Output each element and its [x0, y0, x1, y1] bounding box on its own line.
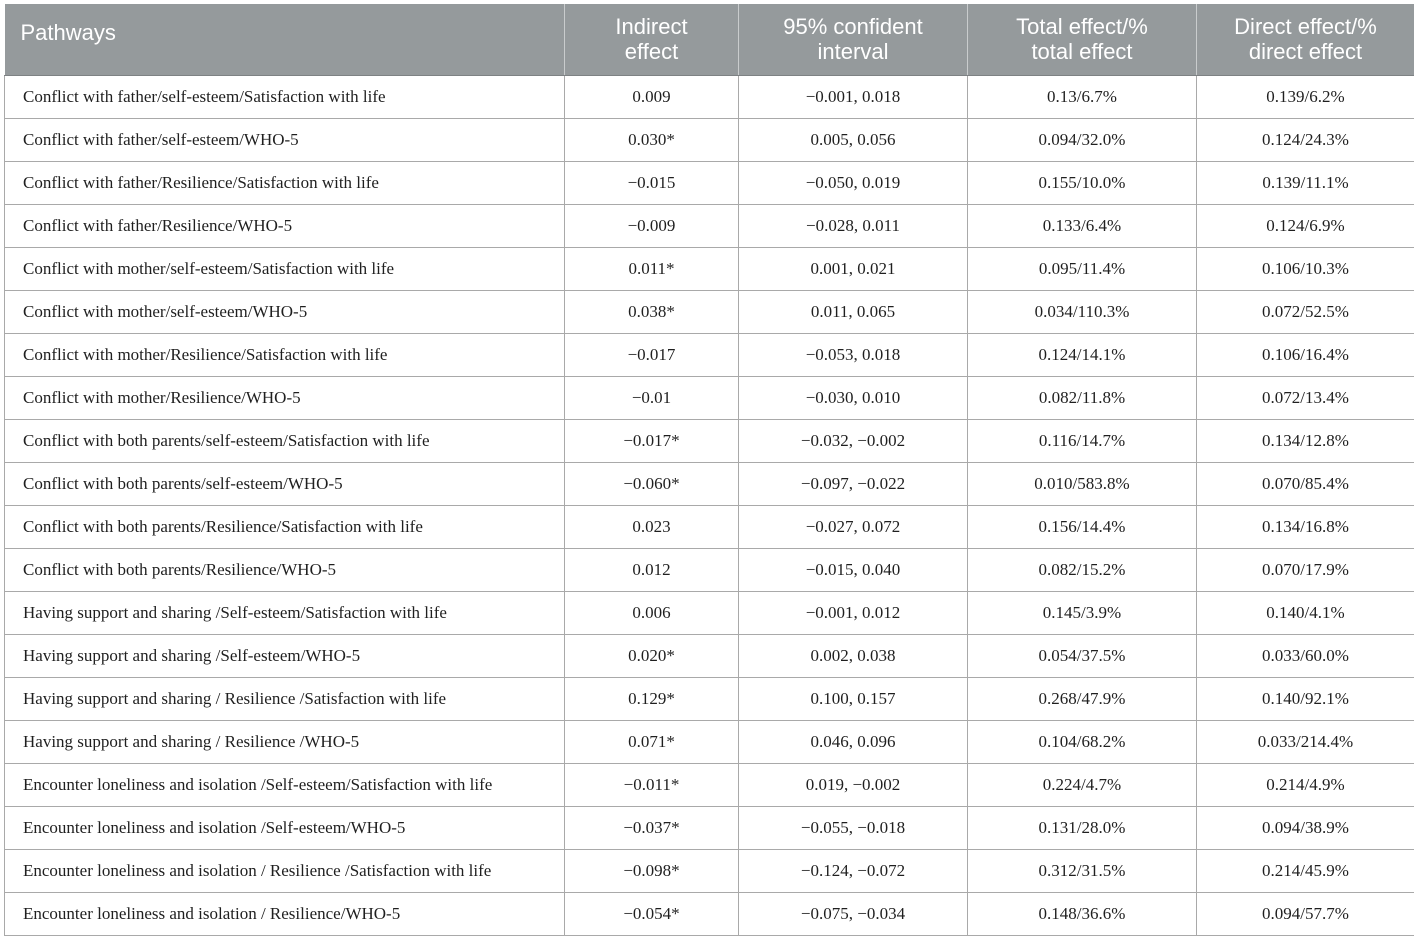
total-effect-cell: 0.010/583.8%	[968, 462, 1197, 505]
pathway-cell: Conflict with both parents/Resilience/WHO-5	[5, 548, 565, 591]
indirect-effect-cell: −0.098*	[565, 849, 739, 892]
indirect-effect-cell: −0.017	[565, 333, 739, 376]
confidence-interval-cell: 0.011, 0.065	[739, 290, 968, 333]
table-row	[5, 462, 1414, 505]
pathway-cell: Conflict with both parents/Resilience/Satisfaction with life	[5, 505, 565, 548]
confidence-interval-cell: −0.124, −0.072	[739, 849, 968, 892]
pathway-cell: Conflict with both parents/self-esteem/WHO-5	[5, 462, 565, 505]
direct-effect-cell: 0.214/45.9%	[1197, 849, 1414, 892]
table-row	[5, 548, 1414, 591]
table-row	[5, 505, 1414, 548]
pathway-cell: Encounter loneliness and isolation / Resilience /Satisfaction with life	[5, 849, 565, 892]
confidence-interval-cell: −0.001, 0.012	[739, 591, 968, 634]
indirect-effect-cell: 0.006	[565, 591, 739, 634]
total-effect-cell: 0.094/32.0%	[968, 118, 1197, 161]
header-direct-effect-line-1: Direct effect/%	[1234, 14, 1377, 39]
confidence-interval-cell: 0.002, 0.038	[739, 634, 968, 677]
total-effect-cell: 0.095/11.4%	[968, 247, 1197, 290]
direct-effect-cell: 0.140/4.1%	[1197, 591, 1414, 634]
table-row	[5, 290, 1414, 333]
indirect-effect-cell: 0.038*	[565, 290, 739, 333]
table-row	[5, 892, 1414, 935]
confidence-interval-cell: 0.100, 0.157	[739, 677, 968, 720]
header-indirect-effect	[565, 4, 739, 75]
direct-effect-cell: 0.124/24.3%	[1197, 118, 1414, 161]
confidence-interval-cell: 0.046, 0.096	[739, 720, 968, 763]
total-effect-cell: 0.116/14.7%	[968, 419, 1197, 462]
direct-effect-cell: 0.106/16.4%	[1197, 333, 1414, 376]
header-pathways	[5, 4, 565, 75]
confidence-interval-cell: 0.019, −0.002	[739, 763, 968, 806]
table-row	[5, 333, 1414, 376]
confidence-interval-cell: −0.027, 0.072	[739, 505, 968, 548]
direct-effect-cell: 0.070/17.9%	[1197, 548, 1414, 591]
header-total-effect-line-2: total effect	[1031, 39, 1132, 64]
table-header-row	[5, 4, 1414, 75]
confidence-interval-cell: −0.015, 0.040	[739, 548, 968, 591]
total-effect-cell: 0.034/110.3%	[968, 290, 1197, 333]
direct-effect-cell: 0.072/52.5%	[1197, 290, 1414, 333]
total-effect-cell: 0.148/36.6%	[968, 892, 1197, 935]
indirect-effect-cell: −0.01	[565, 376, 739, 419]
pathway-cell: Having support and sharing / Resilience /Satisfaction with life	[5, 677, 565, 720]
indirect-effect-cell: 0.012	[565, 548, 739, 591]
table-row	[5, 376, 1414, 419]
indirect-effect-cell: −0.015	[565, 161, 739, 204]
header-indirect-effect-line-1: Indirect	[615, 14, 687, 39]
pathway-cell: Conflict with mother/Resilience/WHO-5	[5, 376, 565, 419]
total-effect-cell: 0.054/37.5%	[968, 634, 1197, 677]
indirect-effect-cell: 0.030*	[565, 118, 739, 161]
indirect-effect-cell: −0.011*	[565, 763, 739, 806]
direct-effect-cell: 0.033/60.0%	[1197, 634, 1414, 677]
table-row	[5, 763, 1414, 806]
direct-effect-cell: 0.106/10.3%	[1197, 247, 1414, 290]
indirect-effect-cell: 0.129*	[565, 677, 739, 720]
indirect-effect-cell: −0.060*	[565, 462, 739, 505]
table-row	[5, 75, 1414, 118]
pathway-cell: Encounter loneliness and isolation /Self-esteem/WHO-5	[5, 806, 565, 849]
pathway-cell: Conflict with father/Resilience/Satisfaction with life	[5, 161, 565, 204]
table-row	[5, 419, 1414, 462]
total-effect-cell: 0.268/47.9%	[968, 677, 1197, 720]
table-row	[5, 720, 1414, 763]
total-effect-cell: 0.156/14.4%	[968, 505, 1197, 548]
header-confidence-interval-line-1: 95% confident	[783, 14, 922, 39]
direct-effect-cell: 0.134/16.8%	[1197, 505, 1414, 548]
total-effect-cell: 0.312/31.5%	[968, 849, 1197, 892]
pathway-cell: Encounter loneliness and isolation / Resilience/WHO-5	[5, 892, 565, 935]
header-total-effect	[968, 4, 1197, 75]
table-row	[5, 806, 1414, 849]
confidence-interval-cell: −0.050, 0.019	[739, 161, 968, 204]
header-direct-effect-line-2: direct effect	[1249, 39, 1362, 64]
pathway-cell: Conflict with father/self-esteem/Satisfaction with life	[5, 75, 565, 118]
table-row	[5, 247, 1414, 290]
indirect-effect-cell: 0.011*	[565, 247, 739, 290]
header-confidence-interval-line-2: interval	[818, 39, 889, 64]
direct-effect-cell: 0.134/12.8%	[1197, 419, 1414, 462]
direct-effect-cell: 0.070/85.4%	[1197, 462, 1414, 505]
direct-effect-cell: 0.124/6.9%	[1197, 204, 1414, 247]
total-effect-cell: 0.082/11.8%	[968, 376, 1197, 419]
confidence-interval-cell: −0.030, 0.010	[739, 376, 968, 419]
indirect-effect-cell: −0.009	[565, 204, 739, 247]
mediation-pathways-table	[4, 4, 1414, 936]
total-effect-cell: 0.082/15.2%	[968, 548, 1197, 591]
total-effect-cell: 0.133/6.4%	[968, 204, 1197, 247]
table-row	[5, 677, 1414, 720]
total-effect-cell: 0.155/10.0%	[968, 161, 1197, 204]
confidence-interval-cell: −0.055, −0.018	[739, 806, 968, 849]
table-row	[5, 161, 1414, 204]
total-effect-cell: 0.104/68.2%	[968, 720, 1197, 763]
confidence-interval-cell: 0.001, 0.021	[739, 247, 968, 290]
table-body	[5, 75, 1414, 935]
pathway-cell: Having support and sharing /Self-esteem/Satisfaction with life	[5, 591, 565, 634]
direct-effect-cell: 0.072/13.4%	[1197, 376, 1414, 419]
table-row	[5, 849, 1414, 892]
indirect-effect-cell: −0.037*	[565, 806, 739, 849]
direct-effect-cell: 0.094/38.9%	[1197, 806, 1414, 849]
header-pathways-line-1: Pathways	[21, 20, 116, 45]
indirect-effect-cell: 0.071*	[565, 720, 739, 763]
total-effect-cell: 0.145/3.9%	[968, 591, 1197, 634]
direct-effect-cell: 0.140/92.1%	[1197, 677, 1414, 720]
direct-effect-cell: 0.094/57.7%	[1197, 892, 1414, 935]
pathway-cell: Conflict with father/self-esteem/WHO-5	[5, 118, 565, 161]
indirect-effect-cell: 0.009	[565, 75, 739, 118]
pathway-cell: Conflict with mother/self-esteem/WHO-5	[5, 290, 565, 333]
confidence-interval-cell: −0.075, −0.034	[739, 892, 968, 935]
direct-effect-cell: 0.139/11.1%	[1197, 161, 1414, 204]
total-effect-cell: 0.124/14.1%	[968, 333, 1197, 376]
direct-effect-cell: 0.214/4.9%	[1197, 763, 1414, 806]
pathway-cell: Having support and sharing /Self-esteem/WHO-5	[5, 634, 565, 677]
pathway-cell: Conflict with mother/Resilience/Satisfaction with life	[5, 333, 565, 376]
table-row	[5, 634, 1414, 677]
header-total-effect-line-1: Total effect/%	[1016, 14, 1148, 39]
header-direct-effect	[1197, 4, 1414, 75]
direct-effect-cell: 0.139/6.2%	[1197, 75, 1414, 118]
confidence-interval-cell: −0.053, 0.018	[739, 333, 968, 376]
indirect-effect-cell: −0.054*	[565, 892, 739, 935]
header-confidence-interval	[739, 4, 968, 75]
pathway-cell: Conflict with mother/self-esteem/Satisfaction with life	[5, 247, 565, 290]
table-row	[5, 118, 1414, 161]
confidence-interval-cell: −0.001, 0.018	[739, 75, 968, 118]
total-effect-cell: 0.13/6.7%	[968, 75, 1197, 118]
confidence-interval-cell: −0.032, −0.002	[739, 419, 968, 462]
indirect-effect-cell: 0.023	[565, 505, 739, 548]
pathway-cell: Conflict with both parents/self-esteem/Satisfaction with life	[5, 419, 565, 462]
pathway-cell: Having support and sharing / Resilience /WHO-5	[5, 720, 565, 763]
confidence-interval-cell: −0.028, 0.011	[739, 204, 968, 247]
table-row	[5, 204, 1414, 247]
total-effect-cell: 0.131/28.0%	[968, 806, 1197, 849]
total-effect-cell: 0.224/4.7%	[968, 763, 1197, 806]
confidence-interval-cell: −0.097, −0.022	[739, 462, 968, 505]
indirect-effect-cell: 0.020*	[565, 634, 739, 677]
pathway-cell: Conflict with father/Resilience/WHO-5	[5, 204, 565, 247]
header-indirect-effect-line-2: effect	[625, 39, 678, 64]
indirect-effect-cell: −0.017*	[565, 419, 739, 462]
table-row	[5, 591, 1414, 634]
direct-effect-cell: 0.033/214.4%	[1197, 720, 1414, 763]
confidence-interval-cell: 0.005, 0.056	[739, 118, 968, 161]
pathway-cell: Encounter loneliness and isolation /Self-esteem/Satisfaction with life	[5, 763, 565, 806]
